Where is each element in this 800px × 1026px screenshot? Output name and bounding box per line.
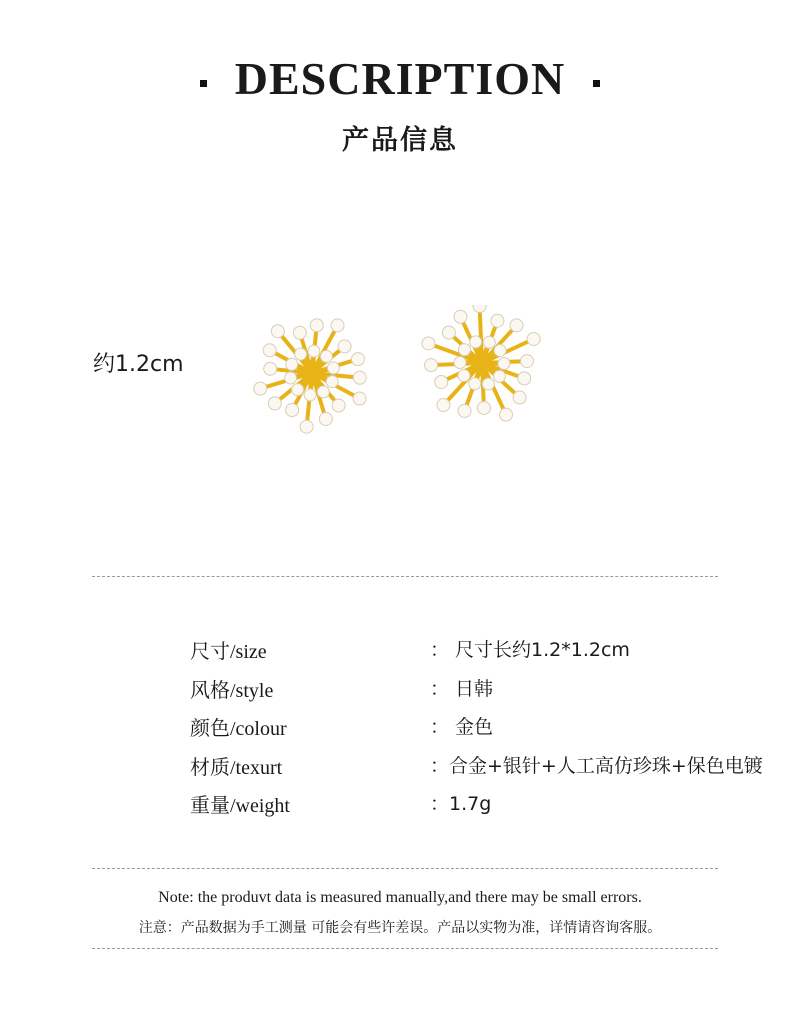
- pearl: [520, 355, 533, 368]
- pearl: [338, 340, 351, 353]
- page-subtitle: 产品信息: [342, 125, 458, 156]
- pearl: [494, 344, 506, 356]
- pearl: [513, 391, 526, 404]
- spec-value: ： 尺寸长约1.2*1.2cm: [430, 639, 630, 661]
- title-text: DESCRIPTION: [234, 53, 566, 104]
- pearl: [494, 370, 506, 382]
- pearl: [437, 398, 450, 411]
- divider: [92, 868, 718, 869]
- pearl: [319, 412, 332, 425]
- pearl: [469, 378, 481, 390]
- pearl: [310, 319, 323, 332]
- note-chinese: 注意：产品数据为手工测量 可能会有些许差误。产品以实物为准，详情请咨询客服。: [138, 920, 662, 936]
- spec-label: 重量/weight: [190, 795, 290, 817]
- pearl: [317, 386, 329, 398]
- pearl: [268, 397, 281, 410]
- spec-value: ： 金色: [430, 716, 494, 738]
- divider: [92, 948, 718, 949]
- pearl: [477, 401, 490, 414]
- spec-value: ：合金+银针+人工高仿珍珠+保色电镀: [430, 755, 763, 777]
- pearl: [500, 408, 513, 421]
- pearl: [351, 353, 364, 366]
- pearl: [482, 378, 494, 390]
- pearl: [308, 345, 320, 357]
- pearl: [271, 325, 284, 338]
- pearl: [422, 337, 435, 350]
- page-title: [0, 52, 800, 105]
- pearl: [454, 310, 467, 323]
- spec-label: 风格/style: [190, 680, 274, 702]
- pearl: [263, 344, 276, 357]
- pearl: [458, 404, 471, 417]
- pearl: [353, 392, 366, 405]
- pearl: [458, 370, 470, 382]
- pearl: [473, 305, 486, 313]
- spec-label: 颜色/colour: [190, 718, 287, 740]
- pearl: [286, 358, 298, 370]
- spec-row-weight: [190, 789, 790, 819]
- pearl: [293, 326, 306, 339]
- pearl: [332, 399, 345, 412]
- note-english: Note: the produvt data is measured manually,and there may be small errors.: [158, 889, 642, 906]
- gold-center: [303, 364, 321, 382]
- pearl: [295, 348, 307, 360]
- pearl: [304, 389, 316, 401]
- pearl: [285, 372, 297, 384]
- pearl: [327, 362, 339, 374]
- pearl: [483, 336, 495, 348]
- pearl: [326, 376, 338, 388]
- left-earring: [254, 319, 366, 433]
- pearl: [292, 384, 304, 396]
- gold-center: [473, 354, 491, 372]
- spec-label: 尺寸/size: [190, 641, 267, 663]
- pearl: [254, 382, 267, 395]
- spec-label: 材质/texurt: [190, 757, 283, 779]
- spec-row-material: [190, 751, 790, 781]
- pearl: [353, 371, 366, 384]
- bullet-icon: [593, 80, 600, 87]
- pearl: [264, 362, 277, 375]
- pearl: [300, 420, 313, 433]
- right-earring: [422, 305, 540, 421]
- pearl: [331, 319, 344, 332]
- pearl: [425, 359, 438, 372]
- spec-value: ： 日韩: [430, 678, 494, 700]
- pearl: [435, 375, 448, 388]
- bullet-icon: [200, 80, 207, 87]
- pearl: [454, 357, 466, 369]
- pearl: [498, 357, 510, 369]
- size-note: 约1.2cm: [93, 352, 184, 377]
- pearl: [286, 404, 299, 417]
- pearl: [458, 344, 470, 356]
- divider: [92, 576, 718, 577]
- spec-row-size: [190, 635, 790, 665]
- spec-row-colour: [190, 712, 790, 742]
- pearl: [518, 372, 531, 385]
- spec-value: ：1.7g: [430, 793, 492, 815]
- pearl: [491, 314, 504, 327]
- pearl: [442, 326, 455, 339]
- pearl: [320, 350, 332, 362]
- pearl: [510, 319, 523, 332]
- pearl: [527, 332, 540, 345]
- spec-row-style: [190, 674, 790, 704]
- pearl: [470, 336, 482, 348]
- earrings-image: [248, 305, 558, 440]
